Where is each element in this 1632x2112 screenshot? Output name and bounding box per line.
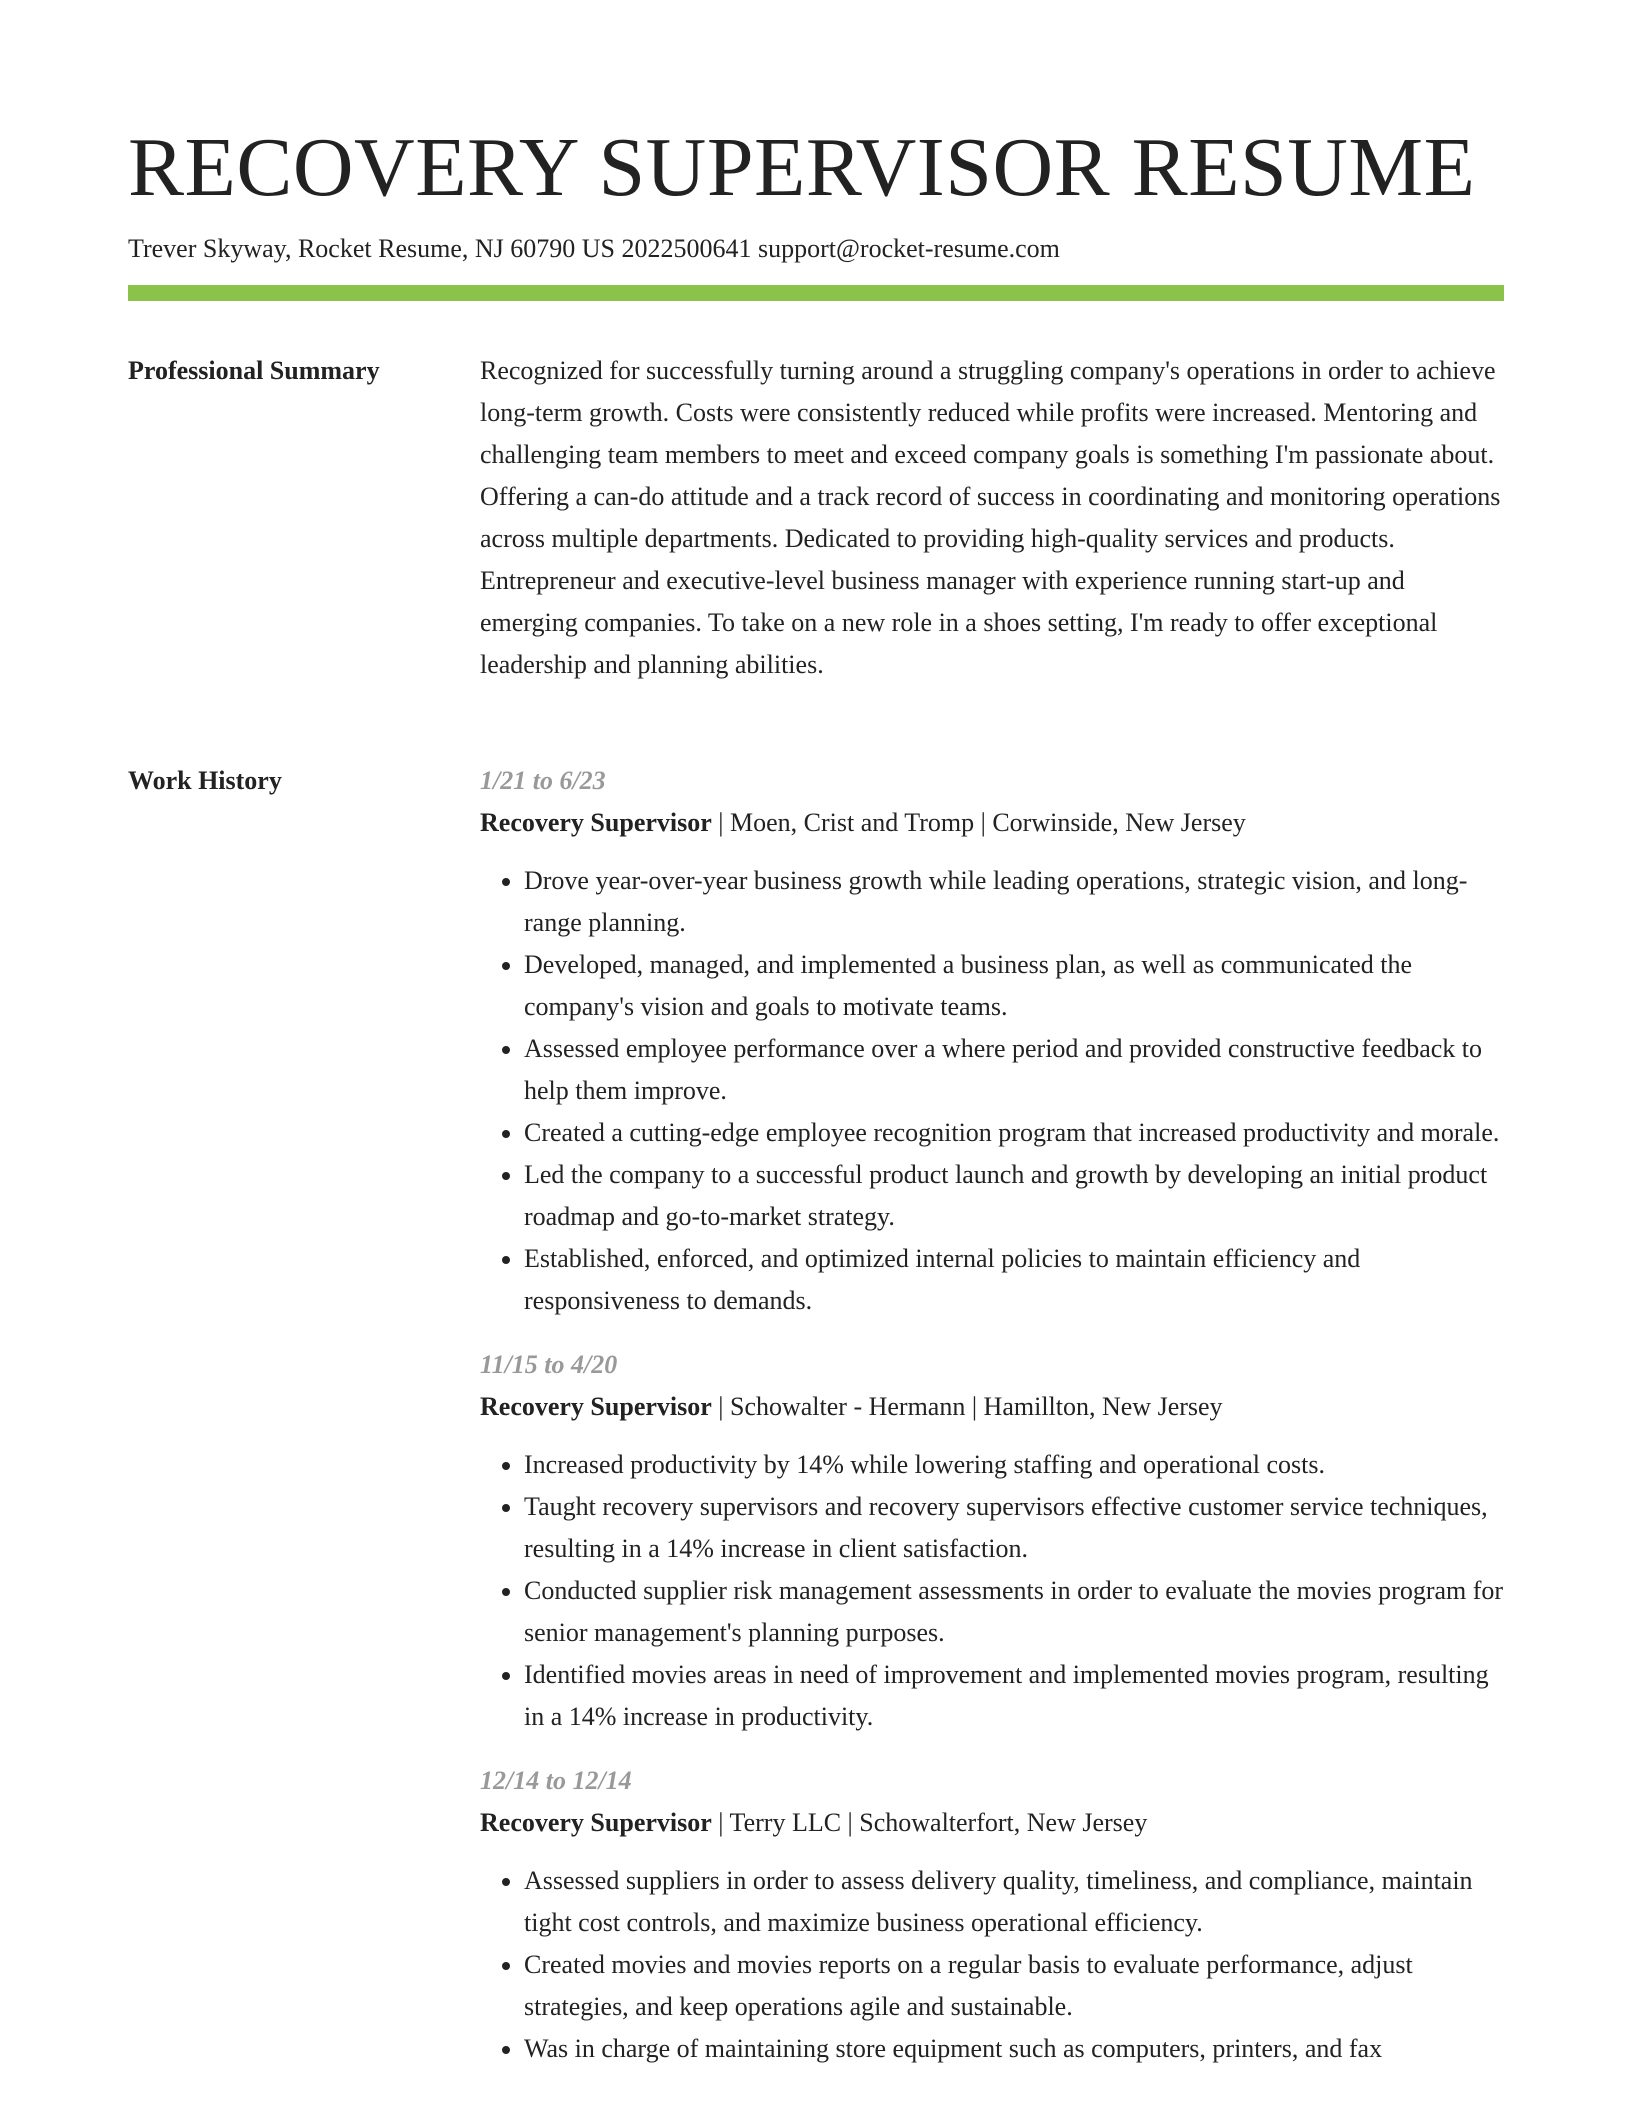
job-heading bbox=[480, 1802, 1504, 1844]
resume-header bbox=[128, 118, 1504, 266]
job-bullet: • Increased productivity by 14% while lowering staffing and operational costs. bbox=[524, 1444, 1504, 1486]
section-label-work-history: Work History bbox=[128, 766, 282, 795]
job-bullet: • Developed, managed, and implemented a business plan, as well as communicated the company's vision and goals to motivate teams. bbox=[524, 944, 1504, 1028]
job-entry bbox=[480, 1344, 1504, 1738]
job-dates: 1/21 to 6/23 bbox=[480, 766, 606, 795]
job-entry bbox=[480, 760, 1504, 1322]
summary-body bbox=[480, 350, 1504, 686]
job-employer-location: | Schowalter - Hermann | Hamillton, New Jersey bbox=[711, 1392, 1223, 1421]
job-title: Recovery Supervisor bbox=[480, 1392, 712, 1421]
job-bullet-list bbox=[480, 1444, 1504, 1738]
job-dates: 11/15 to 4/20 bbox=[480, 1350, 618, 1379]
job-bullet: • Assessed employee performance over a where period and provided constructive feedback to help them improve. bbox=[524, 1028, 1504, 1112]
job-employer-location: | Moen, Crist and Tromp | Corwinside, New Jersey bbox=[711, 808, 1246, 837]
job-bullet: • Assessed suppliers in order to assess delivery quality, timeliness, and compliance, maintain tight cost controls, and maximize business operational efficiency. bbox=[524, 1860, 1504, 1944]
job-dates: 12/14 to 12/14 bbox=[480, 1766, 632, 1795]
job-employer-location: | Terry LLC | Schowalterfort, New Jersey bbox=[711, 1808, 1148, 1837]
job-heading bbox=[480, 1386, 1504, 1428]
job-bullet: • Identified movies areas in need of improvement and implemented movies program, resulting in a 14% increase in productivity. bbox=[524, 1654, 1504, 1738]
job-bullet: • Established, enforced, and optimized internal policies to maintain efficiency and responsiveness to demands. bbox=[524, 1238, 1504, 1322]
job-entry bbox=[480, 1760, 1504, 2070]
summary-text: Recognized for successfully turning around a struggling company's operations in order to achieve long-term growth. Costs were consistently reduced while profits were increased. Mentoring and challenging team members to meet and exceed company goals is something I'm passionate about. Offering a can-do attitude and a track record of success in coordinating and monitoring operations across multiple departments. Dedicated to providing high-quality services and products. Entrepreneur and executive-level business manager with experience running start-up and emerging companies. To take on a new role in a shoes setting, I'm ready to offer exceptional leadership and planning abilities. bbox=[480, 356, 1501, 679]
job-bullet: • Taught recovery supervisors and recovery supervisors effective customer service techniques, resulting in a 14% increase in client satisfaction. bbox=[524, 1486, 1504, 1570]
job-title: Recovery Supervisor bbox=[480, 1808, 712, 1837]
section-label-professional-summary: Professional Summary bbox=[128, 356, 380, 385]
job-bullet: • Conducted supplier risk management assessments in order to evaluate the movies program for senior management's planning purposes. bbox=[524, 1570, 1504, 1654]
job-heading bbox=[480, 802, 1504, 844]
job-bullet: • Created movies and movies reports on a regular basis to evaluate performance, adjust strategies, and keep operations agile and sustainable. bbox=[524, 1944, 1504, 2028]
job-bullet-list bbox=[480, 1860, 1504, 2070]
accent-divider bbox=[128, 285, 1504, 301]
job-bullet: • Was in charge of maintaining store equipment such as computers, printers, and fax bbox=[524, 2028, 1504, 2070]
contact-line: Trever Skyway, Rocket Resume, NJ 60790 US 2022500641 support@rocket-resume.com bbox=[128, 234, 1060, 263]
job-bullet: • Drove year-over-year business growth while leading operations, strategic vision, and long-range planning. bbox=[524, 860, 1504, 944]
job-bullet: • Created a cutting-edge employee recognition program that increased productivity and morale. bbox=[524, 1112, 1504, 1154]
job-title: Recovery Supervisor bbox=[480, 808, 712, 837]
job-bullet-list bbox=[480, 860, 1504, 1322]
work-history-body bbox=[480, 760, 1504, 2092]
page-title: RECOVERY SUPERVISOR RESUME bbox=[128, 121, 1476, 214]
job-bullet: • Led the company to a successful product launch and growth by developing an initial product roadmap and go-to-market strategy. bbox=[524, 1154, 1504, 1238]
